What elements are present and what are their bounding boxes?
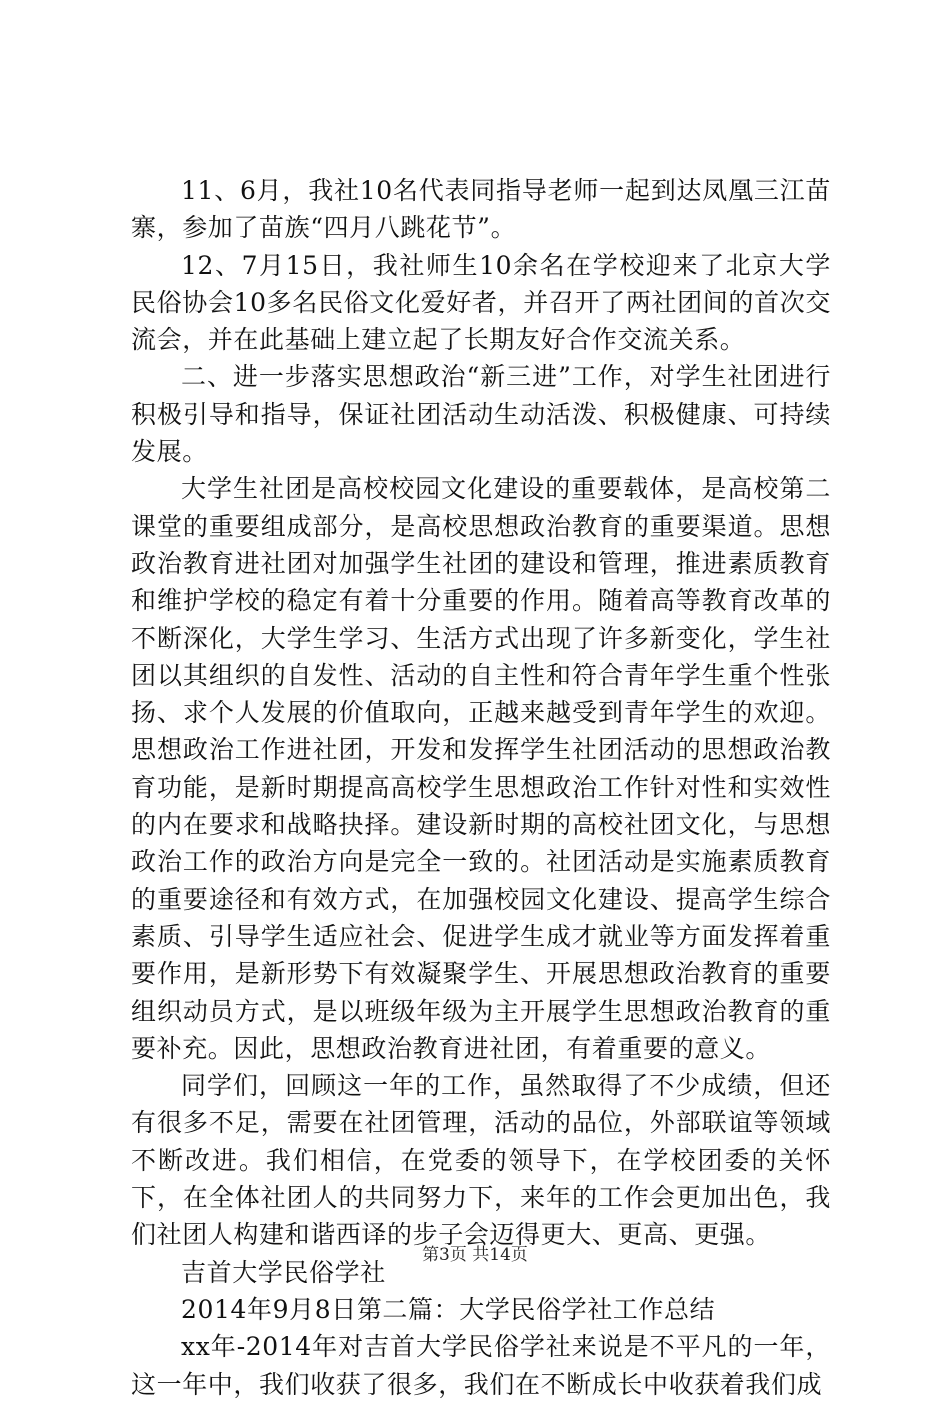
date-and-next-title: 2014年9月8日第二篇：大学民俗学社工作总结 bbox=[181, 1294, 716, 1324]
page-number-footer: 第3页 共14页 bbox=[422, 1245, 528, 1265]
signature-organization: 吉首大学民俗学社 bbox=[181, 1257, 386, 1287]
paragraph-section-two-heading: 二、进一步落实思想政治“新三进”工作，对学生社团进行积极引导和指导，保证社团活动生动活泼、积极健康、可持续发展。 bbox=[131, 362, 831, 467]
paragraph-closing: 同学们，回顾这一年的工作，虽然取得了不少成绩，但还有很多不足，需要在社团管理，活动的品位，外部联谊等领域不断改进。我们相信，在党委的领导下，在学校团委的关怀下，在全体社团人的共同努力下，来年的工作会更加出色，我们社团人构建和谐西译的步子会迈得更大、更高、更强。 bbox=[131, 1071, 831, 1250]
document-body bbox=[131, 172, 831, 1403]
paragraph-item-11: 11、6月，我社10名代表同指导老师一起到达凤凰三江苗寨，参加了苗族“四月八跳花节”。 bbox=[131, 176, 831, 243]
paragraph-second-article-intro: xx年-2014年对吉首大学民俗学社来说是不平凡的一年，这一年中，我们收获了很多，我们在不断成长中收获着我们成 bbox=[131, 1332, 831, 1399]
paragraph-item-12: 12、7月15日，我社师生10余名在学校迎来了北京大学民俗协会10多名民俗文化爱好者，并召开了两社团间的首次交流会，并在此基础上建立起了长期友好合作交流关系。 bbox=[131, 250, 831, 355]
paragraph-body: 大学生社团是高校校园文化建设的重要载体，是高校第二课堂的重要组成部分，是高校思想政治教育的重要渠道。思想政治教育进社团对加强学生社团的建设和管理，推进素质教育和维护学校的稳定有着十分重要的作用。随着高等教育改革的不断深化，大学生学习、生活方式出现了许多新变化，学生社团以其组织的自发性、活动的自主性和符合青年学生重个性张扬、求个人发展的价值取向，正越来越受到青年学生的欢迎。思想政治工作进社团，开发和发挥学生社团活动的思想政治教育功能，是新时期提高高校学生思想政治工作针对性和实效性的内在要求和战略抉择。建设新时期的高校社团文化，与思想政治工作的政治方向是完全一致的。社团活动是实施素质教育的重要途径和有效方式，在加强校园文化建设、提高学生综合素质、引导学生适应社会、促进学生成才就业等方面发挥着重要作用，是新形势下有效凝聚学生、开展思想政治教育的重要组织动员方式，是以班级年级为主开展学生思想政治教育的重要补充。因此，思想政治教育进社团，有着重要的意义。 bbox=[131, 474, 831, 1063]
